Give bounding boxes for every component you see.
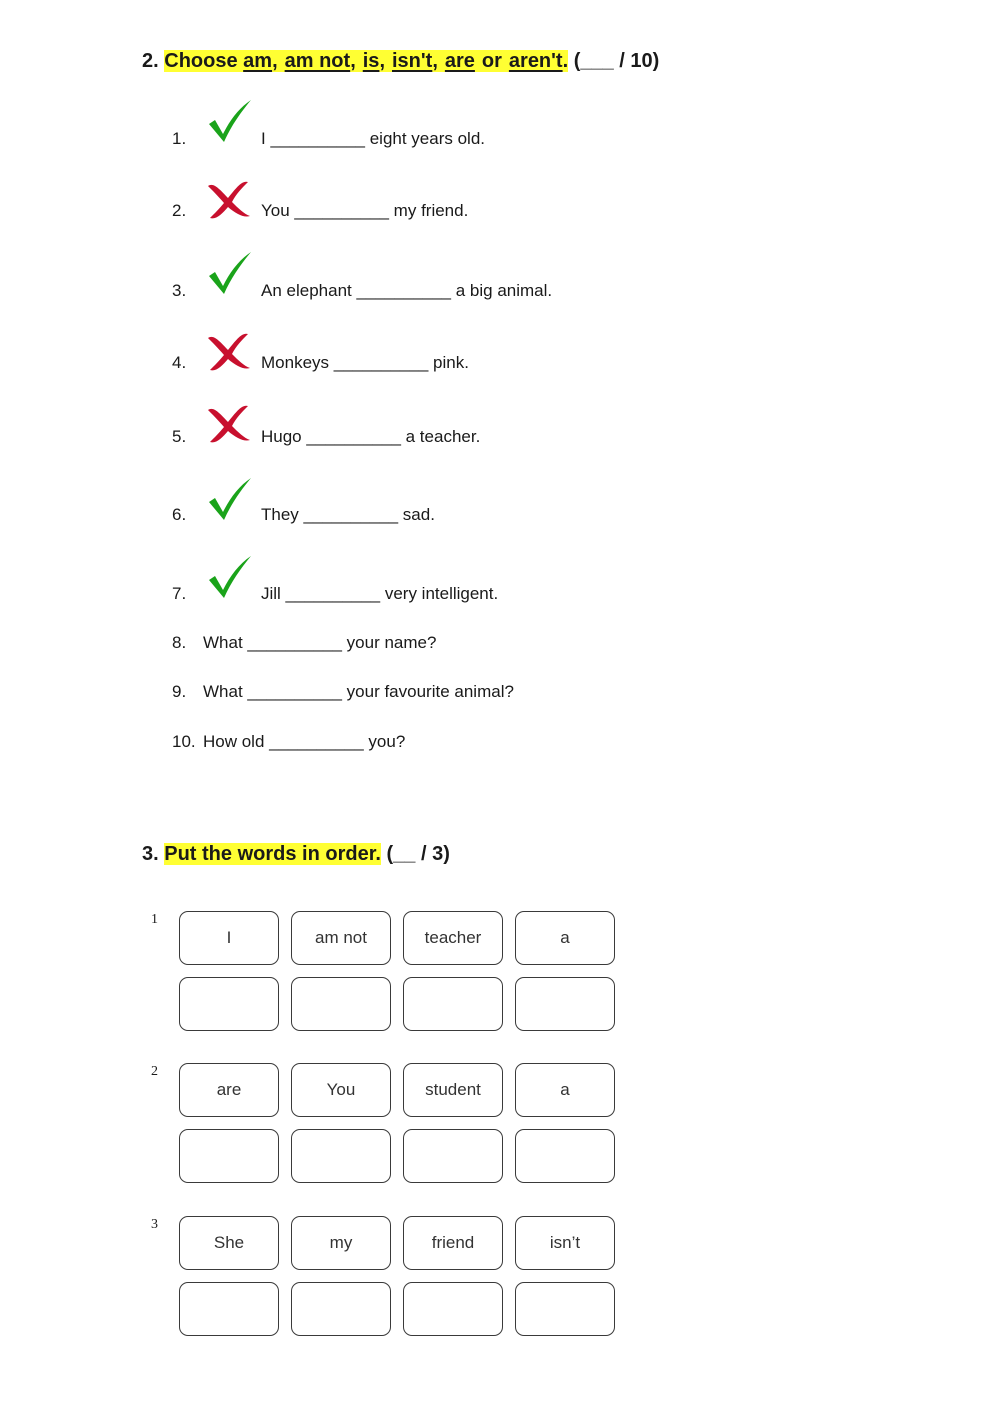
section-score: (__ / 3) (386, 843, 450, 865)
question-number: 9. (172, 682, 187, 701)
question-text: They __________ sad. (261, 505, 435, 524)
question-number: 10. (172, 732, 196, 751)
question-number: 7. (172, 584, 187, 603)
word-card[interactable]: I (179, 911, 279, 965)
check-mark-icon (206, 554, 254, 602)
section-score: (___ / 10) (573, 50, 660, 72)
answer-slot[interactable] (515, 1282, 615, 1336)
question-number: 1. (172, 129, 187, 148)
answer-slot[interactable] (515, 977, 615, 1031)
cross-mark-icon (204, 328, 252, 376)
word-card[interactable]: my (291, 1216, 391, 1270)
option-word: aren't (508, 50, 563, 72)
word-card[interactable]: You (291, 1063, 391, 1117)
word-card[interactable]: are (179, 1063, 279, 1117)
word-card[interactable]: a (515, 911, 615, 965)
word-card[interactable]: friend (403, 1216, 503, 1270)
question-text: Monkeys __________ pink. (261, 353, 469, 372)
question-number: 4. (172, 353, 187, 372)
question-text: What __________ your favourite animal? (203, 682, 514, 701)
question-number: 8. (172, 633, 187, 652)
answer-slot[interactable] (515, 1129, 615, 1183)
word-card[interactable]: teacher (403, 911, 503, 965)
word-card[interactable]: am not (291, 911, 391, 965)
check-mark-icon (206, 476, 254, 524)
answer-slot[interactable] (291, 1282, 391, 1336)
group-number: 1 (151, 912, 158, 927)
group-number: 3 (151, 1217, 158, 1232)
option-word: is (362, 50, 380, 72)
word-card[interactable]: student (403, 1063, 503, 1117)
answer-slot[interactable] (291, 1129, 391, 1183)
instruction-highlight: Choose am, am not, is, isn't, are or aren't. (164, 50, 569, 72)
answer-slot[interactable] (179, 1129, 279, 1183)
word-card[interactable]: isn’t (515, 1216, 615, 1270)
question-text: How old __________ you? (203, 732, 406, 751)
option-word: am (243, 50, 273, 72)
section-3-heading (142, 843, 450, 866)
word-card[interactable]: She (179, 1216, 279, 1270)
option-word: are (444, 50, 475, 72)
answer-slot[interactable] (403, 1129, 503, 1183)
answer-slot[interactable] (403, 1282, 503, 1336)
question-text: You __________ my friend. (261, 201, 469, 220)
cross-mark-icon (204, 176, 252, 224)
question-number: 5. (172, 427, 187, 446)
question-text: What __________ your name? (203, 633, 437, 652)
word-card[interactable]: a (515, 1063, 615, 1117)
section-number: 3. (142, 843, 159, 865)
cross-mark-icon (204, 400, 252, 448)
question-number: 3. (172, 281, 187, 300)
answer-slot[interactable] (179, 977, 279, 1031)
group-number: 2 (151, 1064, 158, 1079)
section-number: 2. (142, 50, 159, 72)
option-word: am not (284, 50, 351, 72)
question-text: I __________ eight years old. (261, 129, 486, 148)
question-number: 2. (172, 201, 187, 220)
answer-slot[interactable] (179, 1282, 279, 1336)
question-number: 6. (172, 505, 187, 524)
section-2-heading (142, 50, 659, 73)
question-text: An elephant __________ a big animal. (261, 281, 553, 300)
option-word: isn't (392, 50, 433, 72)
check-mark-icon (206, 250, 254, 298)
check-mark-icon (206, 98, 254, 146)
answer-slot[interactable] (291, 977, 391, 1031)
question-text: Jill __________ very intelligent. (261, 584, 499, 603)
instruction-highlight: Put the words in order. (164, 843, 381, 865)
question-text: Hugo __________ a teacher. (261, 427, 481, 446)
answer-slot[interactable] (403, 977, 503, 1031)
